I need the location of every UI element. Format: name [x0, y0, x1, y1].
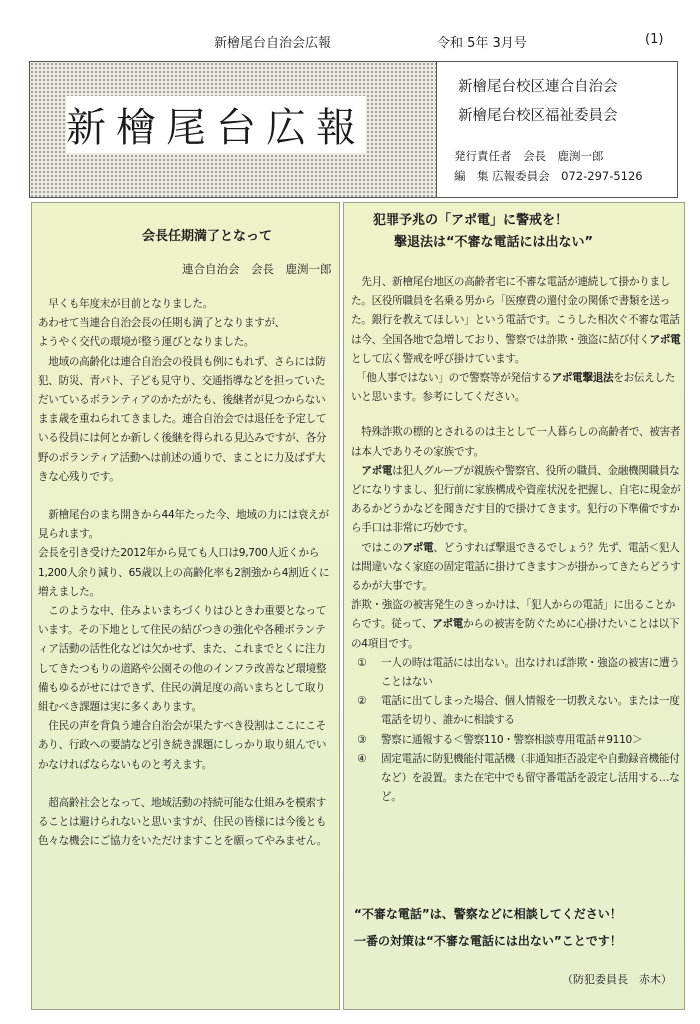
article-title: 犯罪予兆の「アポ電」に警戒を！: [373, 213, 569, 228]
paragraph: 住民の声を背負う連合自治会が果たすべき役割はここにこそあり、行政への要請など引き続き課題にしっかり取り組んでいかなければならないものと考えます。: [38, 720, 327, 771]
list-item: ③ 警察に通報する＜警察110・警察相談専用電話＃9110＞: [357, 733, 643, 746]
paragraph: 特殊詐欺の標的とされるのは主として一人暮らしの高齢者で、被害者は本人でありその家族です。: [351, 426, 681, 458]
masthead-title: 新檜尾台広報: [66, 96, 366, 153]
article-right: [343, 202, 685, 1010]
paragraph: 「他人事ではない」ので警察等が発信するアポ電撃退法をお伝えしたいと思います。参考にしてください。: [351, 372, 676, 404]
paragraph: アポ電は犯人グループが親族や警察官、役所の職員、金融機関職員などになりすまし、犯行前に家族構成や資産状況を把握し、自宅に現金があるかどうかなどを聞きだす目的で掛けてきます。犯行の下準備ですから手口は非常に巧妙です。: [351, 464, 681, 535]
newsletter-header-title: 新檜尾台自治会広報: [214, 36, 332, 51]
page-header: [0, 0, 700, 60]
editor-line: 編 集 広報委員会 072-297-5126: [454, 169, 643, 183]
organization-name-1: 新檜尾台校区連合自治会: [458, 79, 618, 95]
article-body: [351, 273, 681, 807]
paragraph: ではこのアポ電、どうすれば撃退できるでしょう？先ず、電話＜犯人は間違いなく家庭の固定電話に掛けてきます＞が掛かってきたらどうするかが大事です。: [351, 541, 681, 593]
organization-name-2: 新檜尾台校区福祉委員会: [458, 108, 618, 124]
page-number: (1): [645, 32, 664, 47]
paragraph: ようやく交代の環境が整う運びとなりました。: [38, 336, 255, 349]
paragraph: 早くも年度末が目前となりました。: [38, 298, 213, 310]
list-item: ① 一人の時は電話には出ない。出なければ詐欺・強盗の被害に遭うことはない: [357, 656, 680, 689]
article-byline: 連合自治会 会長 鹿渕一郎: [182, 262, 332, 276]
article-body: [38, 295, 334, 851]
publisher-line: 発行責任者 会長 鹿渕一郎: [454, 149, 604, 163]
article-left: [31, 202, 340, 1010]
list-item: ④ 固定電話に防犯機能付電話機（非通知拒否設定や自動録音機能付など）を設置。また在宅中でも留守番電話を設定し活用する…など。: [357, 752, 680, 804]
callout-text: 一番の対策は“不審な電話には出ない”ことです！: [354, 934, 622, 948]
paragraph: 会長を引き受けた2012年から見ても人口は9,700人近くから1,200人余り減り、65歳以上の高齢化率も2割強から4割近くに増えました。: [38, 547, 330, 598]
issue-date: 令和 5年 3月号: [437, 36, 527, 51]
paragraph: あわせて当連合自治会長の任期も満了となりますが、: [38, 317, 286, 330]
paragraph: 詐欺・強盗の被害発生のきっかけは、「犯人からの電話」に出ることからです。従って、アポ電からの被害を防ぐために心掛けたいことは以下の4項目です。: [351, 599, 680, 650]
masthead-info: [436, 62, 677, 197]
author-signature: （防犯委員長 赤木）: [562, 973, 672, 986]
masthead-banner: [30, 62, 436, 197]
paragraph: 超高齢社会となって、地域活動の持続可能な仕組みを模索することは避けられないと思いますが、住民の皆様には今後とも色々な機会にご協力をいただけますことを願ってやみません。: [38, 796, 327, 848]
masthead: [29, 61, 678, 198]
callout-text: “不審な電話”は、警察などに相談してください！: [354, 907, 622, 921]
paragraph: 先月、新檜尾台地区の高齢者宅に不審な電話が連続して掛かりました。区役所職員を名乗る男から「医療費の還付金の関係で書類を送った。銀行を教えてほしい」という電話です。こうした相次ぐ不審な電話は今、全国各地で急増しており、警察では詐欺・強盗に結び付くアポ電として広く警戒を呼び掛けています。: [351, 276, 681, 365]
paragraph: 新檜尾台のまち開きから44年たった今、地域の力には衰えが見られます。: [38, 509, 329, 541]
paragraph: このような中、住みよいまちづくりはひときわ重要となっています。その下地として住民の結びつきの強化や各種ボランティア活動の活性化などは欠かせず、また、これまでとくに注力してきたつもりの道路や公園その他のインフラ改善など環境整備もゆるがせにはできず、住民の満足度の高いまちとして取り組むべき課題は実に多くあります。: [38, 605, 327, 714]
paragraph: 地域の高齢化は連合自治会の役員も例にもれず、さらには防犯、防災、青パト、子ども見守り、交通指導などを担っていただいているボランティアのかたがたも、後継者が見つからないまま歳を重ねられてきました。連合自治会では退任を予定している役員には何とか新しく後継を得られる見込みですが、各分野のボランティア活動へは前述の通りで、まことに力及ばず大きな心残りです。: [38, 355, 327, 483]
article-title: 会長任期満了となって: [142, 229, 273, 244]
list-item: ② 電話に出てしまった場合、個人情報を一切教えない。または一度電話を切り、誰かに相談する: [357, 695, 680, 727]
tips-list: [351, 654, 681, 808]
article-subtitle: 撃退法は“不審な電話には出ない”: [394, 235, 594, 250]
